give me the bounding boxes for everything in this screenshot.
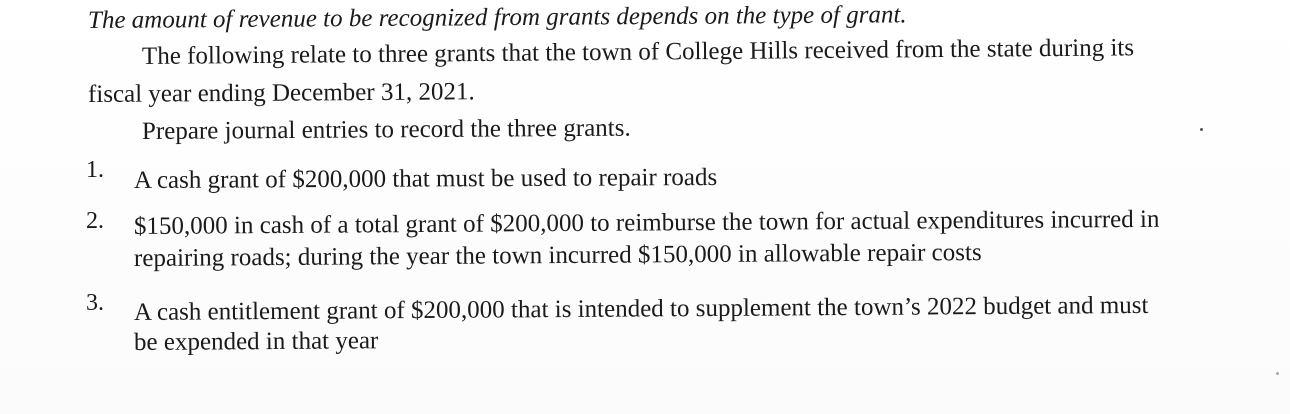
item-2-text-line-2: repairing roads; during the year the town incurred $150,000 in allowable repair costs — [133, 239, 982, 272]
item-3-text-line-2: be expended in that year — [133, 327, 379, 356]
item-2-number: 2. — [86, 208, 104, 234]
scan-speck — [1276, 372, 1279, 375]
item-1-number: 1. — [86, 157, 104, 183]
item-1-text: A cash grant of $200,000 that must be used to repair roads — [133, 163, 718, 194]
intro-line-1: The following relate to three grants that the town of College Hills received from the state during its — [141, 34, 1135, 70]
item-2-text-line-1: $150,000 in cash of a total grant of $200,000 to reimburse the town for actual expenditures incurred in — [133, 205, 1160, 240]
instruction-text: Prepare journal entries to record the three grants. — [141, 114, 631, 145]
scan-speck — [1200, 128, 1203, 131]
intro-line-2: fiscal year ending December 31, 2021. — [87, 78, 475, 108]
heading-text: The amount of revenue to be recognized from grants depends on the type of grant. — [87, 1, 907, 34]
item-3-text-line-1: A cash entitlement grant of $200,000 that is intended to supplement the town’s 2022 budget and must — [133, 291, 1149, 326]
item-3-number: 3. — [86, 290, 104, 316]
